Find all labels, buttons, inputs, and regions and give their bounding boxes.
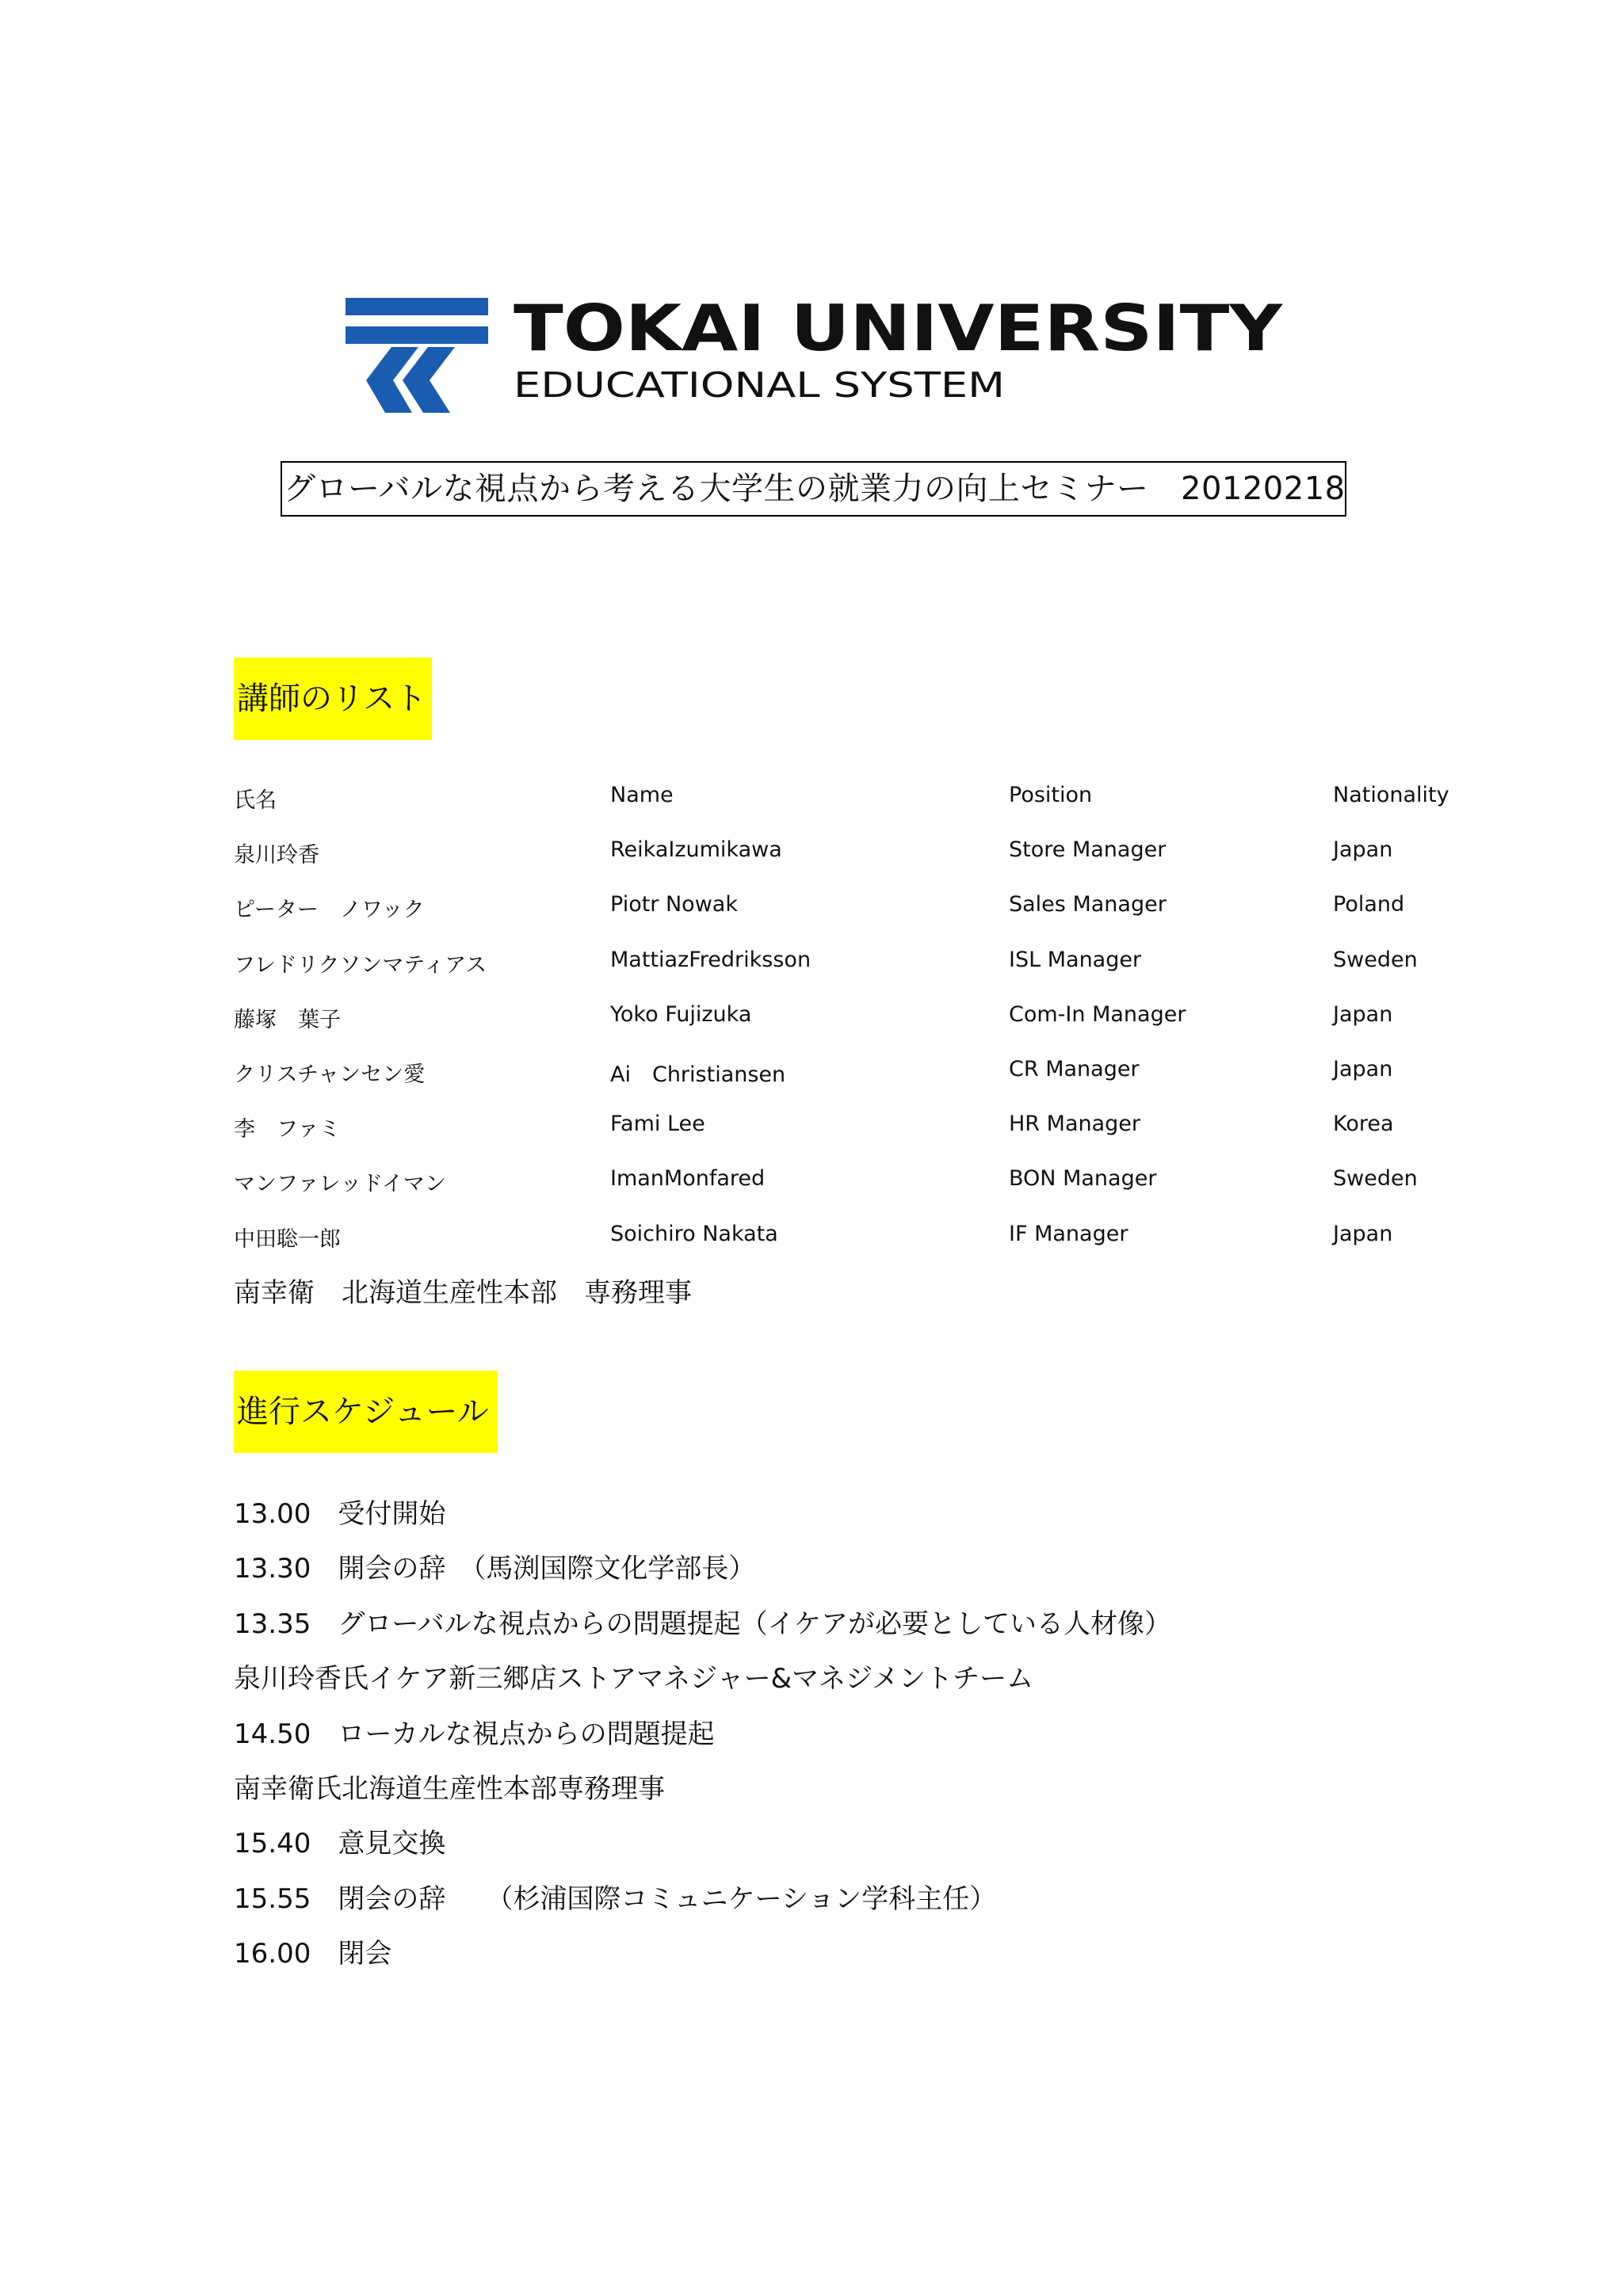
cell-position: ISL Manager	[1009, 948, 1142, 972]
schedule-item: 14.50 ローカルな視点からの問題提起	[234, 1718, 715, 1750]
cell-name: ImanMonfared	[610, 1166, 766, 1191]
cell-name: Ai Christiansen	[610, 1062, 786, 1087]
schedule-item: 13.30 開会の辞 （馬渕国際文化学部長）	[234, 1553, 756, 1585]
schedule-item: 15.55 閉会の辞 （杉浦国際コミュニケーション学科主任）	[234, 1883, 997, 1915]
cell-nationality: Poland	[1333, 892, 1405, 917]
seminar-title: グローバルな視点から考える大学生の就業力の向上セミナー 20120218	[281, 461, 1346, 517]
cell-name-jp: ピーター ノワック	[234, 898, 425, 922]
schedule-heading: 進行スケジュール	[234, 1371, 498, 1453]
cell-position: Sales Manager	[1009, 892, 1167, 917]
cell-position: IF Manager	[1009, 1222, 1128, 1246]
cell-position: BON Manager	[1009, 1166, 1157, 1191]
cell-name-jp: 中田聡一郎	[234, 1227, 341, 1252]
cell-name: MattiazFredriksson	[610, 948, 812, 972]
cell-name: Soichiro Nakata	[610, 1222, 778, 1246]
logo-subtitle: EDUCATIONAL SYSTEM	[514, 365, 1005, 406]
cell-name-jp: 李 ファミ	[234, 1117, 341, 1142]
cell-name: Yoko Fujizuka	[610, 1002, 752, 1027]
cell-position: Com-In Manager	[1009, 1002, 1186, 1027]
col-header-name-jp: 氏名	[234, 788, 277, 813]
logo-wordmark: TOKAI UNIVERSITY	[514, 298, 1284, 365]
logo-emblem-icon	[346, 298, 488, 413]
cell-name-jp: フレドリクソンマティアス	[234, 953, 487, 978]
cell-position: Store Manager	[1009, 837, 1167, 862]
cell-name: Fami Lee	[610, 1112, 705, 1136]
cell-nationality: Japan	[1333, 1057, 1393, 1081]
lecturer-note: 南幸衛 北海道生産性本部 専務理事	[234, 1277, 692, 1309]
schedule-item: 16.00 閉会	[234, 1938, 392, 1970]
schedule-item: 13.00 受付開始	[234, 1498, 446, 1530]
col-header-position: Position	[1009, 783, 1093, 807]
cell-nationality: Japan	[1333, 1002, 1393, 1027]
cell-name: Piotr Nowak	[610, 892, 738, 917]
cell-position: HR Manager	[1009, 1112, 1140, 1136]
cell-name-jp: マンファレッドイマン	[234, 1172, 446, 1196]
cell-nationality: Sweden	[1333, 1166, 1418, 1191]
tokai-university-logo	[346, 298, 1289, 413]
schedule-item: 15.40 意見交換	[234, 1828, 446, 1859]
cell-name-jp: 泉川玲香	[234, 843, 319, 868]
cell-position: CR Manager	[1009, 1057, 1140, 1081]
cell-name: ReikaIzumikawa	[610, 837, 782, 862]
lecturers-heading: 講師のリスト	[234, 658, 432, 740]
cell-nationality: Korea	[1333, 1112, 1394, 1136]
schedule-item: 南幸衛氏北海道生産性本部専務理事	[234, 1773, 665, 1805]
cell-name-jp: 藤塚 葉子	[234, 1008, 341, 1032]
cell-nationality: Japan	[1333, 837, 1393, 862]
cell-name-jp: クリスチャンセン愛	[234, 1062, 426, 1087]
schedule-item: 泉川玲香氏イケア新三郷店ストアマネジャー&マネジメントチーム	[234, 1663, 1034, 1695]
col-header-name: Name	[610, 783, 674, 807]
cell-nationality: Japan	[1333, 1222, 1393, 1246]
cell-nationality: Sweden	[1333, 948, 1418, 972]
schedule-item: 13.35 グローバルな視点からの問題提起（イケアが必要としている人材像）	[234, 1608, 1171, 1640]
col-header-nationality: Nationality	[1333, 783, 1449, 807]
